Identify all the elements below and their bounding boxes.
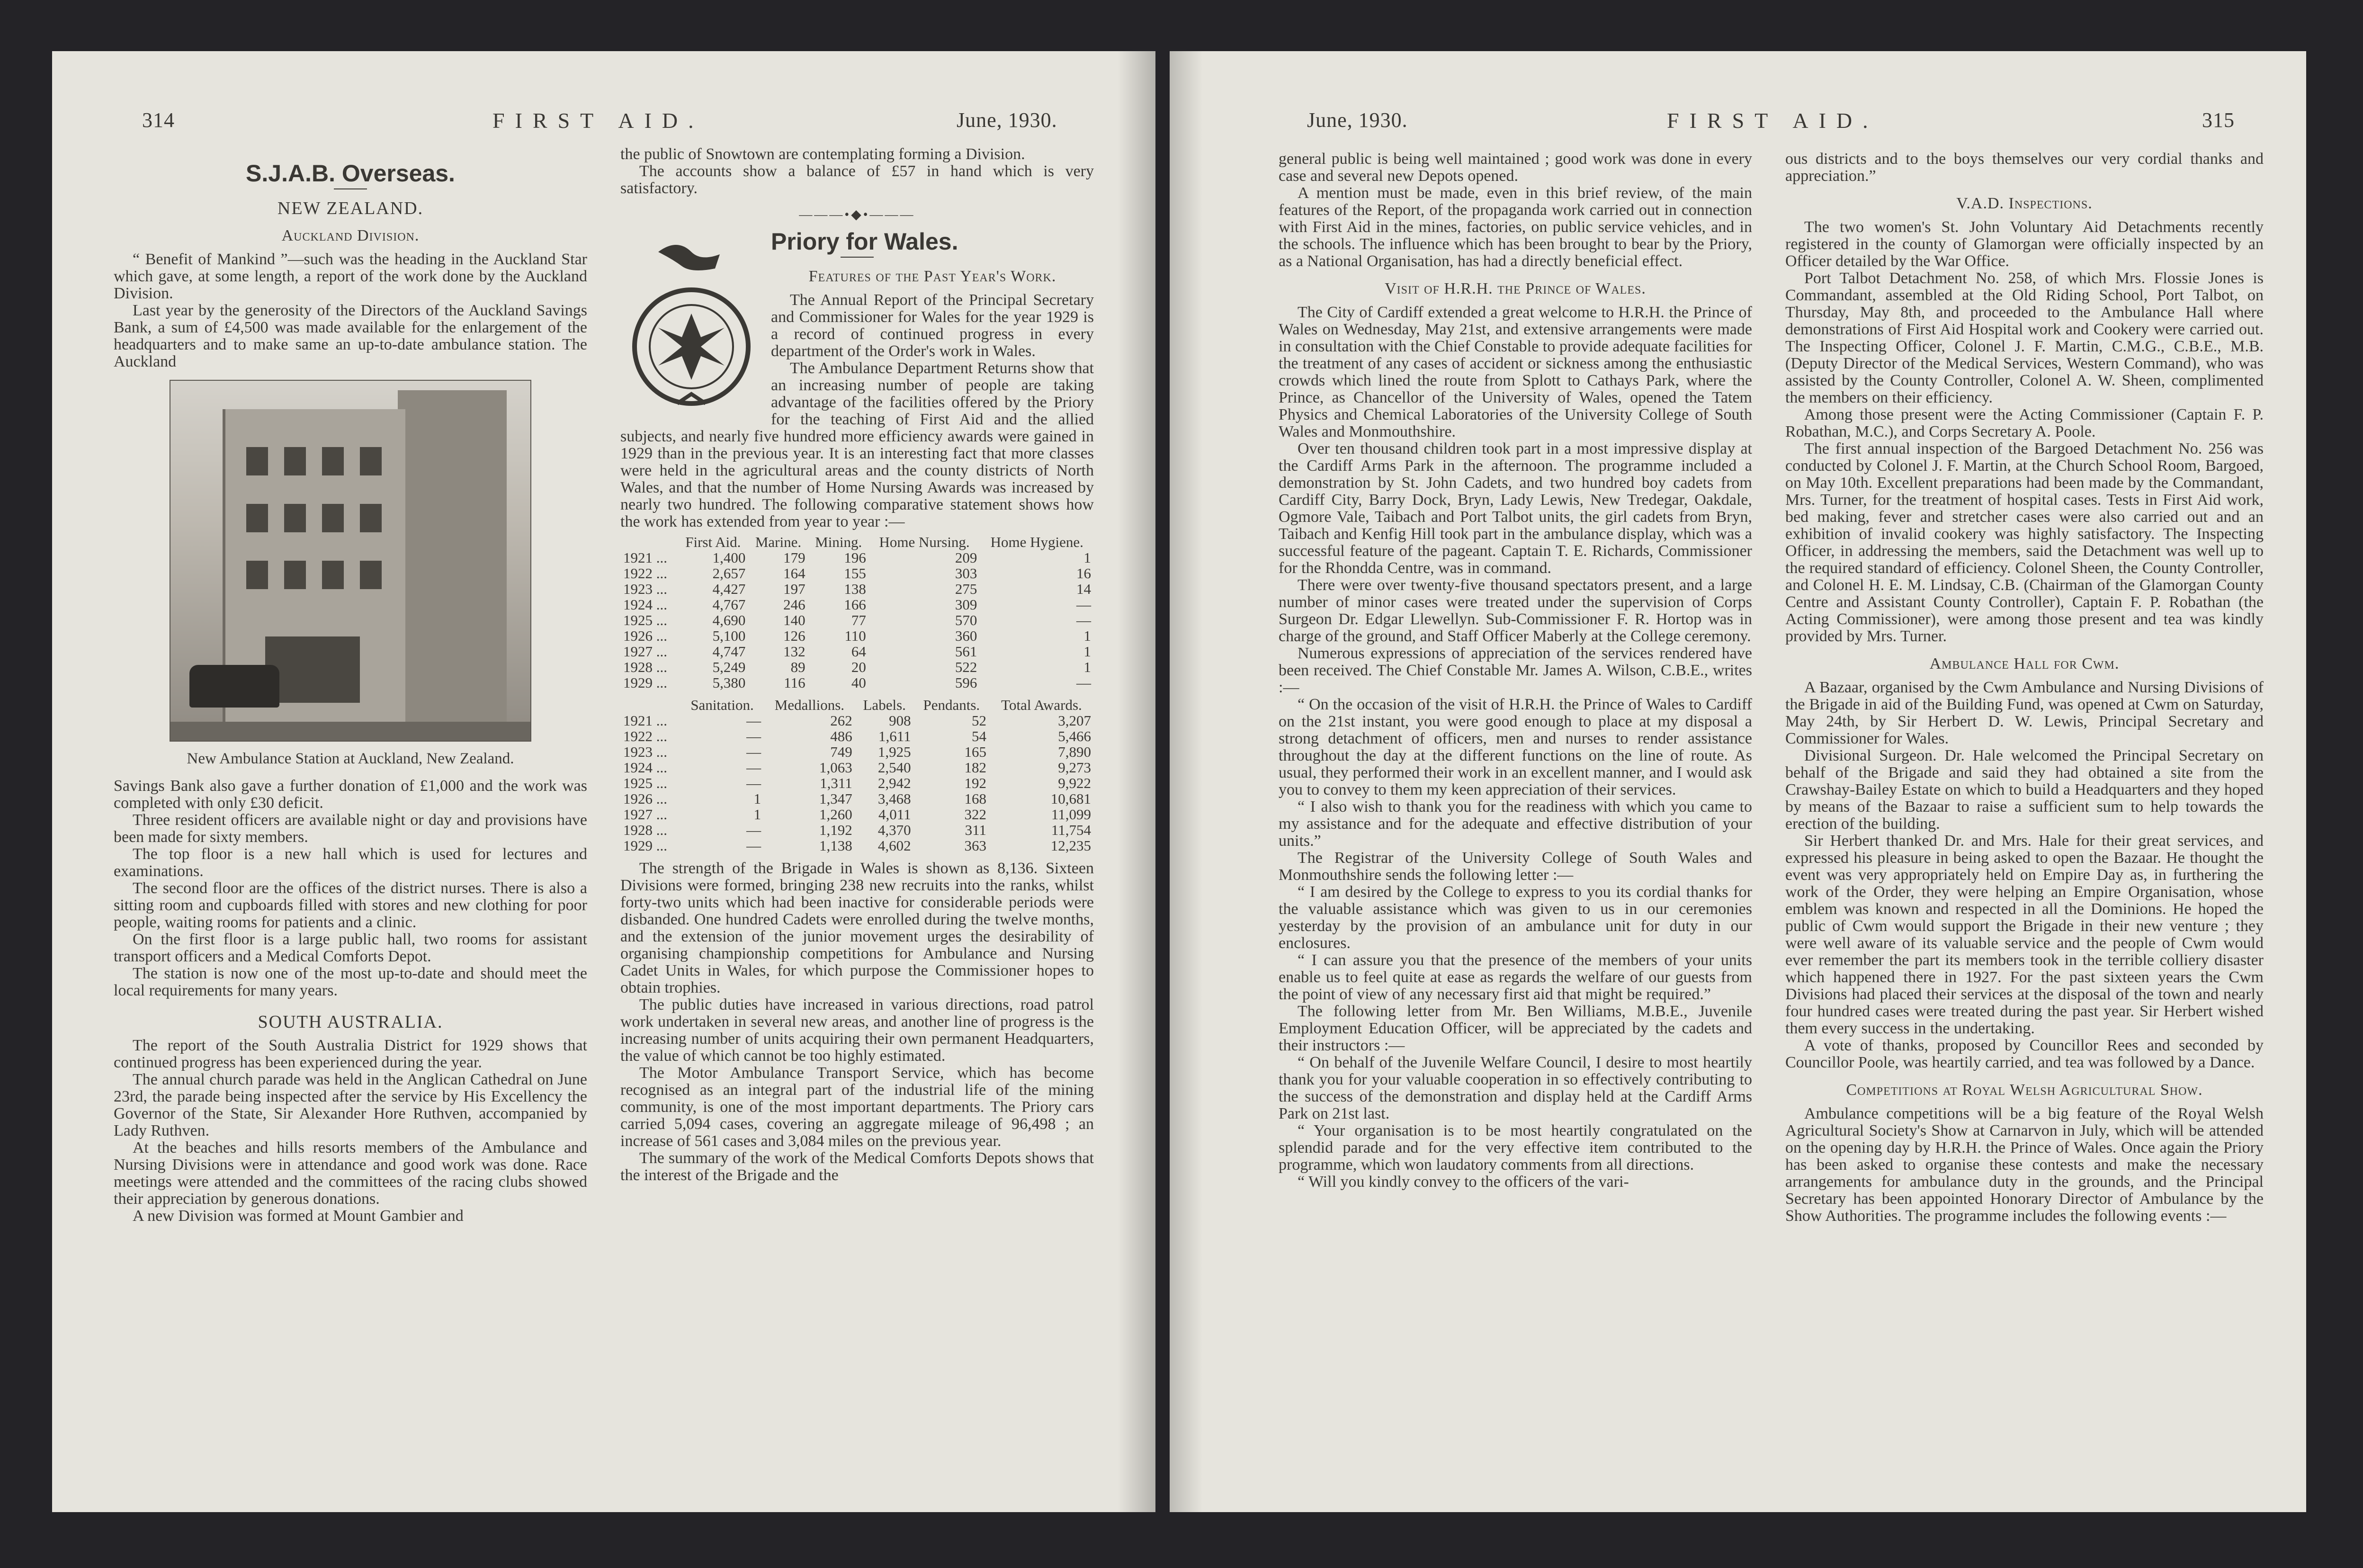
table-cell: 168 — [964, 790, 986, 807]
table-cell: 77 — [851, 612, 866, 628]
table-cell: 1,347 — [819, 790, 852, 807]
table-row — [620, 644, 1094, 659]
paragraph: Ambulance competitions will be a big feature of the Royal Welsh Agricultural Society's Show at Carnarvon in July, which will be attended on the opening day by H.R.H. the Prince of Wales. Once again the Priory has been asked to organise these contests and make the necessary arrangements for ambulance duty in the grounds, and the Principal Secretary has been appointed Honorary Director of Ambulance by the Show Authorities. The programme includes the following events :— — [1785, 1105, 2264, 1225]
table-cell: — — [746, 822, 761, 838]
table-cell: 1926 ... — [623, 790, 667, 807]
page-number: 315 — [2202, 108, 2235, 132]
table-cell: — — [1076, 674, 1091, 691]
awards-table-2 — [620, 697, 1094, 853]
table-cell: 182 — [964, 759, 986, 776]
divider — [841, 257, 874, 258]
table-cell: 179 — [783, 549, 806, 566]
table-cell: 4,602 — [877, 837, 911, 854]
table-cell: 4,690 — [712, 612, 746, 628]
table-cell: 1928 ... — [623, 659, 667, 675]
table-row — [620, 713, 1094, 728]
table-cell: — — [1076, 596, 1091, 613]
table-cell: 246 — [783, 596, 806, 613]
table-cell: 126 — [783, 627, 806, 644]
subheading: Ambulance Hall for Cwm. — [1929, 655, 2120, 672]
section-heading: S.J.A.B. Overseas. — [246, 160, 455, 187]
table-cell: 262 — [830, 712, 852, 729]
page-number: 314 — [142, 108, 175, 132]
awards-table-1 — [620, 534, 1094, 690]
table-cell: 3,207 — [1058, 712, 1091, 729]
table-row — [620, 728, 1094, 744]
quote: “ I am desired by the College to express to you its cordial thanks for the valuable assistance which was given to us in our ceremonies yesterday by the provision of an ambulance unit for duty in our enclosures. — [1279, 883, 1752, 952]
paragraph: Over ten thousand children took part in a most impressive display at the Cardiff Arms Park in the afternoon. The programme included a demonstration by St. John Cadets, and two hundred boy cadets from Cardiff City, Barry Dock, Bryn, Lady Lewis, New Tredegar, Oakdale, Ogmore Vale, Taibach and Port Talbot units, the girl cadets from Bryn, Taibach and Kenfig Hill took part in the ambulance display, which was a successful feature of the pageant. Captain T. E. Richards, Commissioner for the Rhondda Centre, was in command. — [1279, 440, 1752, 577]
subheading: SOUTH AUSTRALIA. — [258, 1012, 443, 1032]
paragraph: The annual church parade was held in the Anglican Cathedral on June 23rd, the parade being inspected after the service by His Excellency the Governor of the State, Sir Alexander Hore Ruthven, accompanied by Lady Ruthven. — [114, 1071, 587, 1139]
table-cell: — — [746, 759, 761, 776]
table-cell: 561 — [955, 643, 977, 660]
column-1 — [1279, 151, 1752, 1191]
paragraph: A Bazaar, organised by the Cwm Ambulance and Nursing Divisions of the Brigade in aid of the Building Fund, was opened at Cwm on Saturday, May 24th, by Sir Herbert D. W. Lewis, Principal Secretary and Commissioner for Wales. — [1785, 679, 2264, 747]
table-cell: 4,767 — [712, 596, 746, 613]
quote: “ Will you kindly convey to the officers of the vari- — [1298, 1173, 1629, 1191]
table-cell: 9,273 — [1058, 759, 1091, 776]
table-cell: 1921 ... — [623, 549, 667, 566]
table-row — [620, 550, 1094, 565]
table-cell: 3,468 — [877, 790, 911, 807]
quote: “ Your organisation is to be most heartily congratulated on the splendid parade and for the very effective item contributed to the programme, which won laudatory comments from all directions. — [1279, 1122, 1752, 1174]
table-cell: 522 — [955, 659, 977, 675]
column-2 — [620, 146, 1094, 1184]
table-cell: 1,611 — [878, 728, 911, 744]
paragraph: The Annual Report of the Principal Secretary and Commissioner for Wales for the year 1929 is a record of continued progress in every department of the Order's work in Wales. — [771, 291, 1094, 360]
paragraph: A mention must be made, even in this brief review, of the main features of the Report, of the propaganda work carried out in connection with First Aid in the mines, factories, on public service vehicles, and in the schools. The influence which has been brought to bear by the Priory, as a National Organisation, has had a directly beneficial effect. — [1279, 184, 1752, 270]
table-cell: 363 — [964, 837, 986, 854]
table-cell: 5,100 — [712, 627, 746, 644]
paragraph: The Motor Ambulance Transport Service, which has become recognised as an integral part of the industrial life of the mining community, is one of the most important departments. The Priory cars carried 5,094 cases, covering an aggregate mileage of 96,498 ; an increase of 561 cases and 3,084 miles on the previous year. — [620, 1064, 1094, 1150]
paragraph: ous districts and to the boys themselves our very cordial thanks and appreciation.” — [1785, 150, 2264, 185]
table-header: Mining. — [815, 534, 862, 550]
table-cell: 11,099 — [1051, 806, 1091, 823]
table-cell: 1924 ... — [623, 596, 667, 613]
table-cell: 596 — [955, 674, 977, 691]
table-header — [620, 534, 678, 550]
table-cell: 1925 ... — [623, 612, 667, 628]
paragraph: Savings Bank also gave a further donation of £1,000 and the work was completed with only £30 deficit. — [114, 777, 587, 812]
table-cell: 2,942 — [877, 775, 911, 791]
table-cell: 1,260 — [819, 806, 852, 823]
subheading: Auckland Division. — [281, 227, 420, 244]
table-cell: 7,890 — [1058, 744, 1091, 760]
paragraph: Numerous expressions of appreciation of the services rendered have been received. The Chief Constable Mr. James A. Wilson, C.B.E., writes :— — [1279, 645, 1752, 696]
paragraph: The Ambulance Department Returns show that an increasing number of people are taking advantage of the facilities offered by the Priory for the teaching of First Aid and the allied subjects, and nearly five hundred more efficiency awards were gained in 1929 than in the previous year. It is an interesting fact that more classes were held in the agricultural areas and the county districts of North Wales, and that the number of Home Nursing Awards was increased by nearly two hundred. The following comparative statement shows how the work has extended from year to year :— — [620, 359, 1094, 530]
paragraph: The first annual inspection of the Bargoed Detachment No. 256 was conducted by Colonel J. F. Martin, at the Church School Room, Bargoed, on May 10th. Excellent preparations had been made by the Commandant, Mrs. Turner, for the treatment of hospital cases. Tests in First Aid work, bed making, fever and stretcher cases were also carried out and an exhibition of invalid cookery was highly satisfactory. The Inspecting Officer, in addressing the members, said the Detachment was well up to the required standard of efficiency. Colonel Sheen, the County Controller, and Colonel H. E. M. Lindsay, C.B. (Chairman of the Glamorgan County Centre and Assistant County Controller), Captain F. P. Robathan (the Acting Commissioner), were among those present and tea was kindly provided by Mrs. Turner. — [1785, 440, 2264, 645]
table-header: Labels. — [863, 697, 906, 713]
quote: “ I also wish to thank you for the readiness with which you came to my assistance and for the adequate and effective distribution of your units.” — [1279, 798, 1752, 850]
table-header: Total Awards. — [1001, 697, 1082, 713]
table-cell: 1928 ... — [623, 822, 667, 838]
paragraph: The summary of the work of the Medical Comforts Depots shows that the interest of the Brigade and the — [620, 1149, 1094, 1184]
table-cell: 12,235 — [1050, 837, 1091, 854]
gutter-shadow — [1118, 51, 1155, 1512]
paragraph: the public of Snowtown are contemplating forming a Division. — [620, 145, 1025, 163]
table-row — [620, 760, 1094, 775]
table-cell: 4,011 — [878, 806, 911, 823]
table-cell: 11,754 — [1051, 822, 1091, 838]
table-cell: 16 — [1076, 565, 1091, 582]
table-cell: 14 — [1076, 581, 1091, 597]
subheading: V.A.D. Inspections. — [1956, 195, 2093, 212]
table-header: Home Nursing. — [879, 534, 970, 550]
table-cell: — — [746, 712, 761, 729]
paragraph: “ Benefit of Mankind ”—such was the heading in the Auckland Star which gave, at some length, a report of the work done by the Auckland Division. — [114, 251, 587, 302]
table-cell: 1922 ... — [623, 728, 667, 744]
table-cell: 64 — [851, 643, 866, 660]
running-title: FIRST AID. — [492, 108, 704, 133]
table-row — [620, 744, 1094, 760]
paragraph: The accounts show a balance of £57 in hand which is very satisfactory. — [620, 162, 1094, 197]
table-cell: 164 — [783, 565, 806, 582]
paragraph: A vote of thanks, proposed by Councillor Rees and seconded by Councillor Poole, was heartily carried, and tea was followed by a Dance. — [1785, 1037, 2264, 1071]
running-title: FIRST AID. — [1667, 108, 1879, 133]
paragraph: The top floor is a new hall which is used for lectures and examinations. — [114, 845, 587, 880]
table-cell: 54 — [971, 728, 986, 744]
table-cell: 908 — [889, 712, 911, 729]
paragraph: The City of Cardiff extended a great welcome to H.R.H. the Prince of Wales on Wednesday, May 21st, and extensive arrangements were made in consultation with the Chief Constable to provide adequate facilities for the treatment of any cases of accident or sickness among the enthusiastic crowds which lined the route from Splott to Cathays Park, where the Prince, as Chancellor of the University of Wales, opened the Tatem Physics and Chemical Laboratories of the University College of South Wales and Monmouthshire. — [1279, 304, 1752, 440]
table-cell: — — [746, 837, 761, 854]
table-row — [620, 597, 1094, 612]
table-cell: 110 — [844, 627, 866, 644]
subheading: NEW ZEALAND. — [277, 198, 424, 218]
table-header: Pendants. — [923, 697, 980, 713]
paragraph: Port Talbot Detachment No. 258, of which Mrs. Flossie Jones is Commandant, assembled at the Old Riding School, Port Talbot, on Thursday, May 8th, and proceeded to the Ambulance Hall where demonstrations of First Aid Hospital work and Cookery were carried out. The Inspecting Officer, Colonel J. F. Martin, C.M.G., C.B.E., M.B. (Deputy Director of the Medical Services, Western Command), who was assisted by the County Controller, Colonel A. W. Sheen, complimented the members on their efficiency. — [1785, 269, 2264, 406]
table-cell: 1,925 — [877, 744, 911, 760]
table-cell: 197 — [783, 581, 806, 597]
table-cell: 116 — [784, 674, 806, 691]
paragraph: Sir Herbert thanked Dr. and Mrs. Hale for their great services, and expressed his pleasure in being asked to open the Bazaar. He thought the event was very appropriately held on Empire Day as, in furthering the work of the Order, they were helping an Empire Organisation, whose emblem was known and respected in all the Dominions. He hoped the public of Cwm would support the Brigade in their new venture ; they were well aware of its valuable service and the people of Cwm would ever remember the part its members took in the terrible colliery disaster which happened there in 1927. For the past sixteen years the Cwm Divisions had placed their services at the disposal of the town and nearly four hundred cases were treated during the past year. Sir Herbert wished them every success in the undertaking. — [1785, 832, 2264, 1037]
paragraph: Among those present were the Acting Commissioner (Captain F. P. Robathan, M.C.), and Corps Secretary A. Poole. — [1785, 406, 2264, 440]
table-cell: 360 — [955, 627, 977, 644]
table-cell: 1924 ... — [623, 759, 667, 776]
table-row — [620, 822, 1094, 838]
paragraph: The station is now one of the most up-to-date and should meet the local requirements for many years. — [114, 965, 587, 999]
table-cell: 9,922 — [1058, 775, 1091, 791]
table-cell: 1,192 — [819, 822, 852, 838]
table-cell: 1929 ... — [623, 674, 667, 691]
table-cell: 140 — [783, 612, 806, 628]
table-header — [620, 697, 680, 713]
table-cell: 1 — [753, 790, 761, 807]
paragraph: general public is being well maintained ; good work was done in every case and several new Depots opened. — [1279, 150, 1752, 185]
paragraph: On the first floor is a large public hall, two rooms for assistant transport officers and a Medical Comforts Depot. — [114, 931, 587, 965]
quote: “ On the occasion of the visit of H.R.H. the Prince of Wales to Cardiff on the 21st instant, you were good enough to place at my disposal a strong detachment of officers, men and nurses to render assistance throughout the day at the different functions on the line of route. As usual, they performed their work in an excellent manner, and I would ask you to convey to them my keen appreciation of their services. — [1279, 696, 1752, 798]
table-cell: 1925 ... — [623, 775, 667, 791]
paragraph: There were over twenty-five thousand spectators present, and a large number of minor cases were treated under the supervision of Corps Surgeon Dr. Edgar Llewellyn. Sub-Commissioner F. R. Hortop was in charge of the ground, and Staff Officer Maberly at the College ceremony. — [1279, 576, 1752, 645]
table-cell: 89 — [790, 659, 806, 675]
quote: “ I can assure you that the presence of the members of your units enable us to feel quite at ease as regards the welfare of our guests from the point of view of any necessary first aid that might be required.” — [1279, 951, 1752, 1003]
table-cell: 166 — [844, 596, 866, 613]
table-cell: 1,311 — [820, 775, 852, 791]
table-cell: 1926 ... — [623, 627, 667, 644]
table-cell: 4,427 — [712, 581, 746, 597]
table-row — [620, 775, 1094, 791]
table-cell: 1,063 — [819, 759, 852, 776]
table-cell: 2,657 — [712, 565, 746, 582]
subheading: Competitions at Royal Welsh Agricultural Show. — [1846, 1081, 2203, 1099]
table-header: Marine. — [755, 534, 802, 550]
table-cell: 1,138 — [819, 837, 852, 854]
gutter-shadow — [1170, 51, 1203, 1512]
paragraph: Divisional Surgeon. Dr. Hale welcomed the Principal Secretary on behalf of the Brigade and said they had obtained a site from the Crawshay-Bailey Estate on which to build a Headquarters and they hoped by means of the Bazaar to raise a sufficient sum to help towards the erection of the building. — [1785, 747, 2264, 833]
table-row — [620, 791, 1094, 806]
table-cell: 4,370 — [877, 822, 911, 838]
table-header: Medallions. — [774, 697, 845, 713]
table-cell: 20 — [851, 659, 866, 675]
table-header: Home Hygiene. — [990, 534, 1083, 550]
table-cell: — — [746, 744, 761, 760]
table-cell: 1 — [1083, 549, 1091, 566]
column-1 — [114, 146, 587, 1225]
table-cell: 1923 ... — [623, 744, 667, 760]
table-cell: 322 — [964, 806, 986, 823]
table-header: First Aid. — [685, 534, 741, 550]
paragraph: The two women's St. John Voluntary Aid Detachments recently registered in the county of Glamorgan were officially inspected by an Officer detailed by the War Office. — [1785, 218, 2264, 270]
paragraph: The report of the South Australia District for 1929 shows that continued progress has been experienced during the year. — [114, 1037, 587, 1071]
ornament-divider: ———•◆•——— — [799, 207, 915, 222]
page-date: June, 1930. — [1307, 108, 1408, 132]
quote: “ On behalf of the Juvenile Welfare Council, I desire to most heartily thank you for your valuable cooperation in so effectively contributing to the success of the demonstration and display held at the Cardiff Arms Park on 21st last. — [1279, 1054, 1752, 1122]
ambulance-station-photo — [170, 380, 531, 742]
table-row — [620, 675, 1094, 690]
paragraph: Last year by the generosity of the Directors of the Auckland Savings Bank, a sum of £4,500 was made available for the enlargement of the headquarters and to make same an up-to-date ambulance station. The Auckland — [114, 302, 587, 370]
table-row — [620, 581, 1094, 597]
table-cell: 138 — [844, 581, 866, 597]
paragraph: The public duties have increased in various directions, road patrol work undertaken in several new areas, and another line of progress is the increasing number of units acquiring their own permanent Headquarters, the value of which cannot be too highly estimated. — [620, 996, 1094, 1065]
table-cell: — — [1076, 612, 1091, 628]
table-cell: 5,466 — [1058, 728, 1091, 744]
subheading: Visit of H.R.H. the Prince of Wales. — [1385, 280, 1646, 297]
table-cell: 303 — [955, 565, 977, 582]
paragraph: A new Division was formed at Mount Gambier and — [133, 1207, 464, 1225]
table-cell: 4,747 — [712, 643, 746, 660]
table-cell: — — [746, 775, 761, 791]
table-cell: — — [746, 728, 761, 744]
table-header: Sanitation. — [690, 697, 754, 713]
page-date: June, 1930. — [957, 108, 1057, 132]
table-cell: 40 — [851, 674, 866, 691]
paragraph: Three resident officers are available night or day and provisions have been made for sixty members. — [114, 811, 587, 846]
paragraph: The Registrar of the University College of South Wales and Monmouthshire sends the following letter :— — [1279, 849, 1752, 884]
table-cell: 165 — [964, 744, 986, 760]
left-page — [52, 51, 1155, 1512]
table-cell: 1927 ... — [623, 643, 667, 660]
paragraph: The strength of the Brigade in Wales is shown as 8,136. Sixteen Divisions were formed, bringing 238 new recruits into the ranks, whilst forty-two units which had been inactive for considerable periods were disbanded. One hundred Cadets were enrolled during the twelve months, and the extension of the junior movement urges the desirability of organising championship competitions for Ambulance and Nursing Cadet Units in Wales, for which purpose the Commissioner hopes to obtain trophies. — [620, 860, 1094, 996]
order-of-st-john-emblem — [620, 233, 762, 422]
table-cell: 155 — [844, 565, 866, 582]
table-row — [620, 628, 1094, 644]
table-cell: 2,540 — [877, 759, 911, 776]
right-page — [1170, 51, 2306, 1512]
table-cell: 1922 ... — [623, 565, 667, 582]
table-row — [620, 838, 1094, 853]
table-cell: 1 — [1083, 659, 1091, 675]
table-row — [620, 659, 1094, 675]
table-row — [620, 806, 1094, 822]
table-cell: 1 — [753, 806, 761, 823]
table-cell: 1927 ... — [623, 806, 667, 823]
table-cell: 1923 ... — [623, 581, 667, 597]
table-cell: 196 — [844, 549, 866, 566]
table-cell: 275 — [955, 581, 977, 597]
column-2 — [1785, 151, 2264, 1225]
table-cell: 570 — [955, 612, 977, 628]
section-heading: Priory for Wales. — [771, 228, 958, 255]
subheading: Features of the Past Year's Work. — [808, 268, 1056, 285]
table-cell: 5,249 — [712, 659, 746, 675]
table-cell: 192 — [964, 775, 986, 791]
table-row — [620, 565, 1094, 581]
table-row — [620, 612, 1094, 628]
paragraph: The following letter from Mr. Ben Williams, M.B.E., Juvenile Employment Education Officer, will be appreciated by the cadets and their instructors :— — [1279, 1003, 1752, 1054]
table-cell: 486 — [830, 728, 852, 744]
table-cell: 311 — [965, 822, 986, 838]
divider — [334, 188, 367, 189]
paragraph: The second floor are the offices of the district nurses. There is also a sitting room and cupboards filled with stores and new clothing for poor people, waiting rooms for patients and a clinic. — [114, 879, 587, 931]
table-cell: 5,380 — [712, 674, 746, 691]
table-cell: 209 — [955, 549, 977, 566]
table-cell: 1921 ... — [623, 712, 667, 729]
table-cell: 52 — [971, 712, 986, 729]
table-cell: 1,400 — [712, 549, 746, 566]
table-cell: 309 — [955, 596, 977, 613]
table-cell: 1929 ... — [623, 837, 667, 854]
table-cell: 132 — [783, 643, 806, 660]
paragraph: At the beaches and hills resorts members of the Ambulance and Nursing Divisions were in attendance and good work was done. Race meetings were attended and the committees of the racing clubs showed their appreciation by generous donations. — [114, 1139, 587, 1208]
table-cell: 10,681 — [1050, 790, 1091, 807]
table-cell: 1 — [1083, 643, 1091, 660]
table-cell: 749 — [830, 744, 852, 760]
table-cell: 1 — [1083, 627, 1091, 644]
photo-caption: New Ambulance Station at Auckland, New Zealand. — [187, 750, 514, 767]
